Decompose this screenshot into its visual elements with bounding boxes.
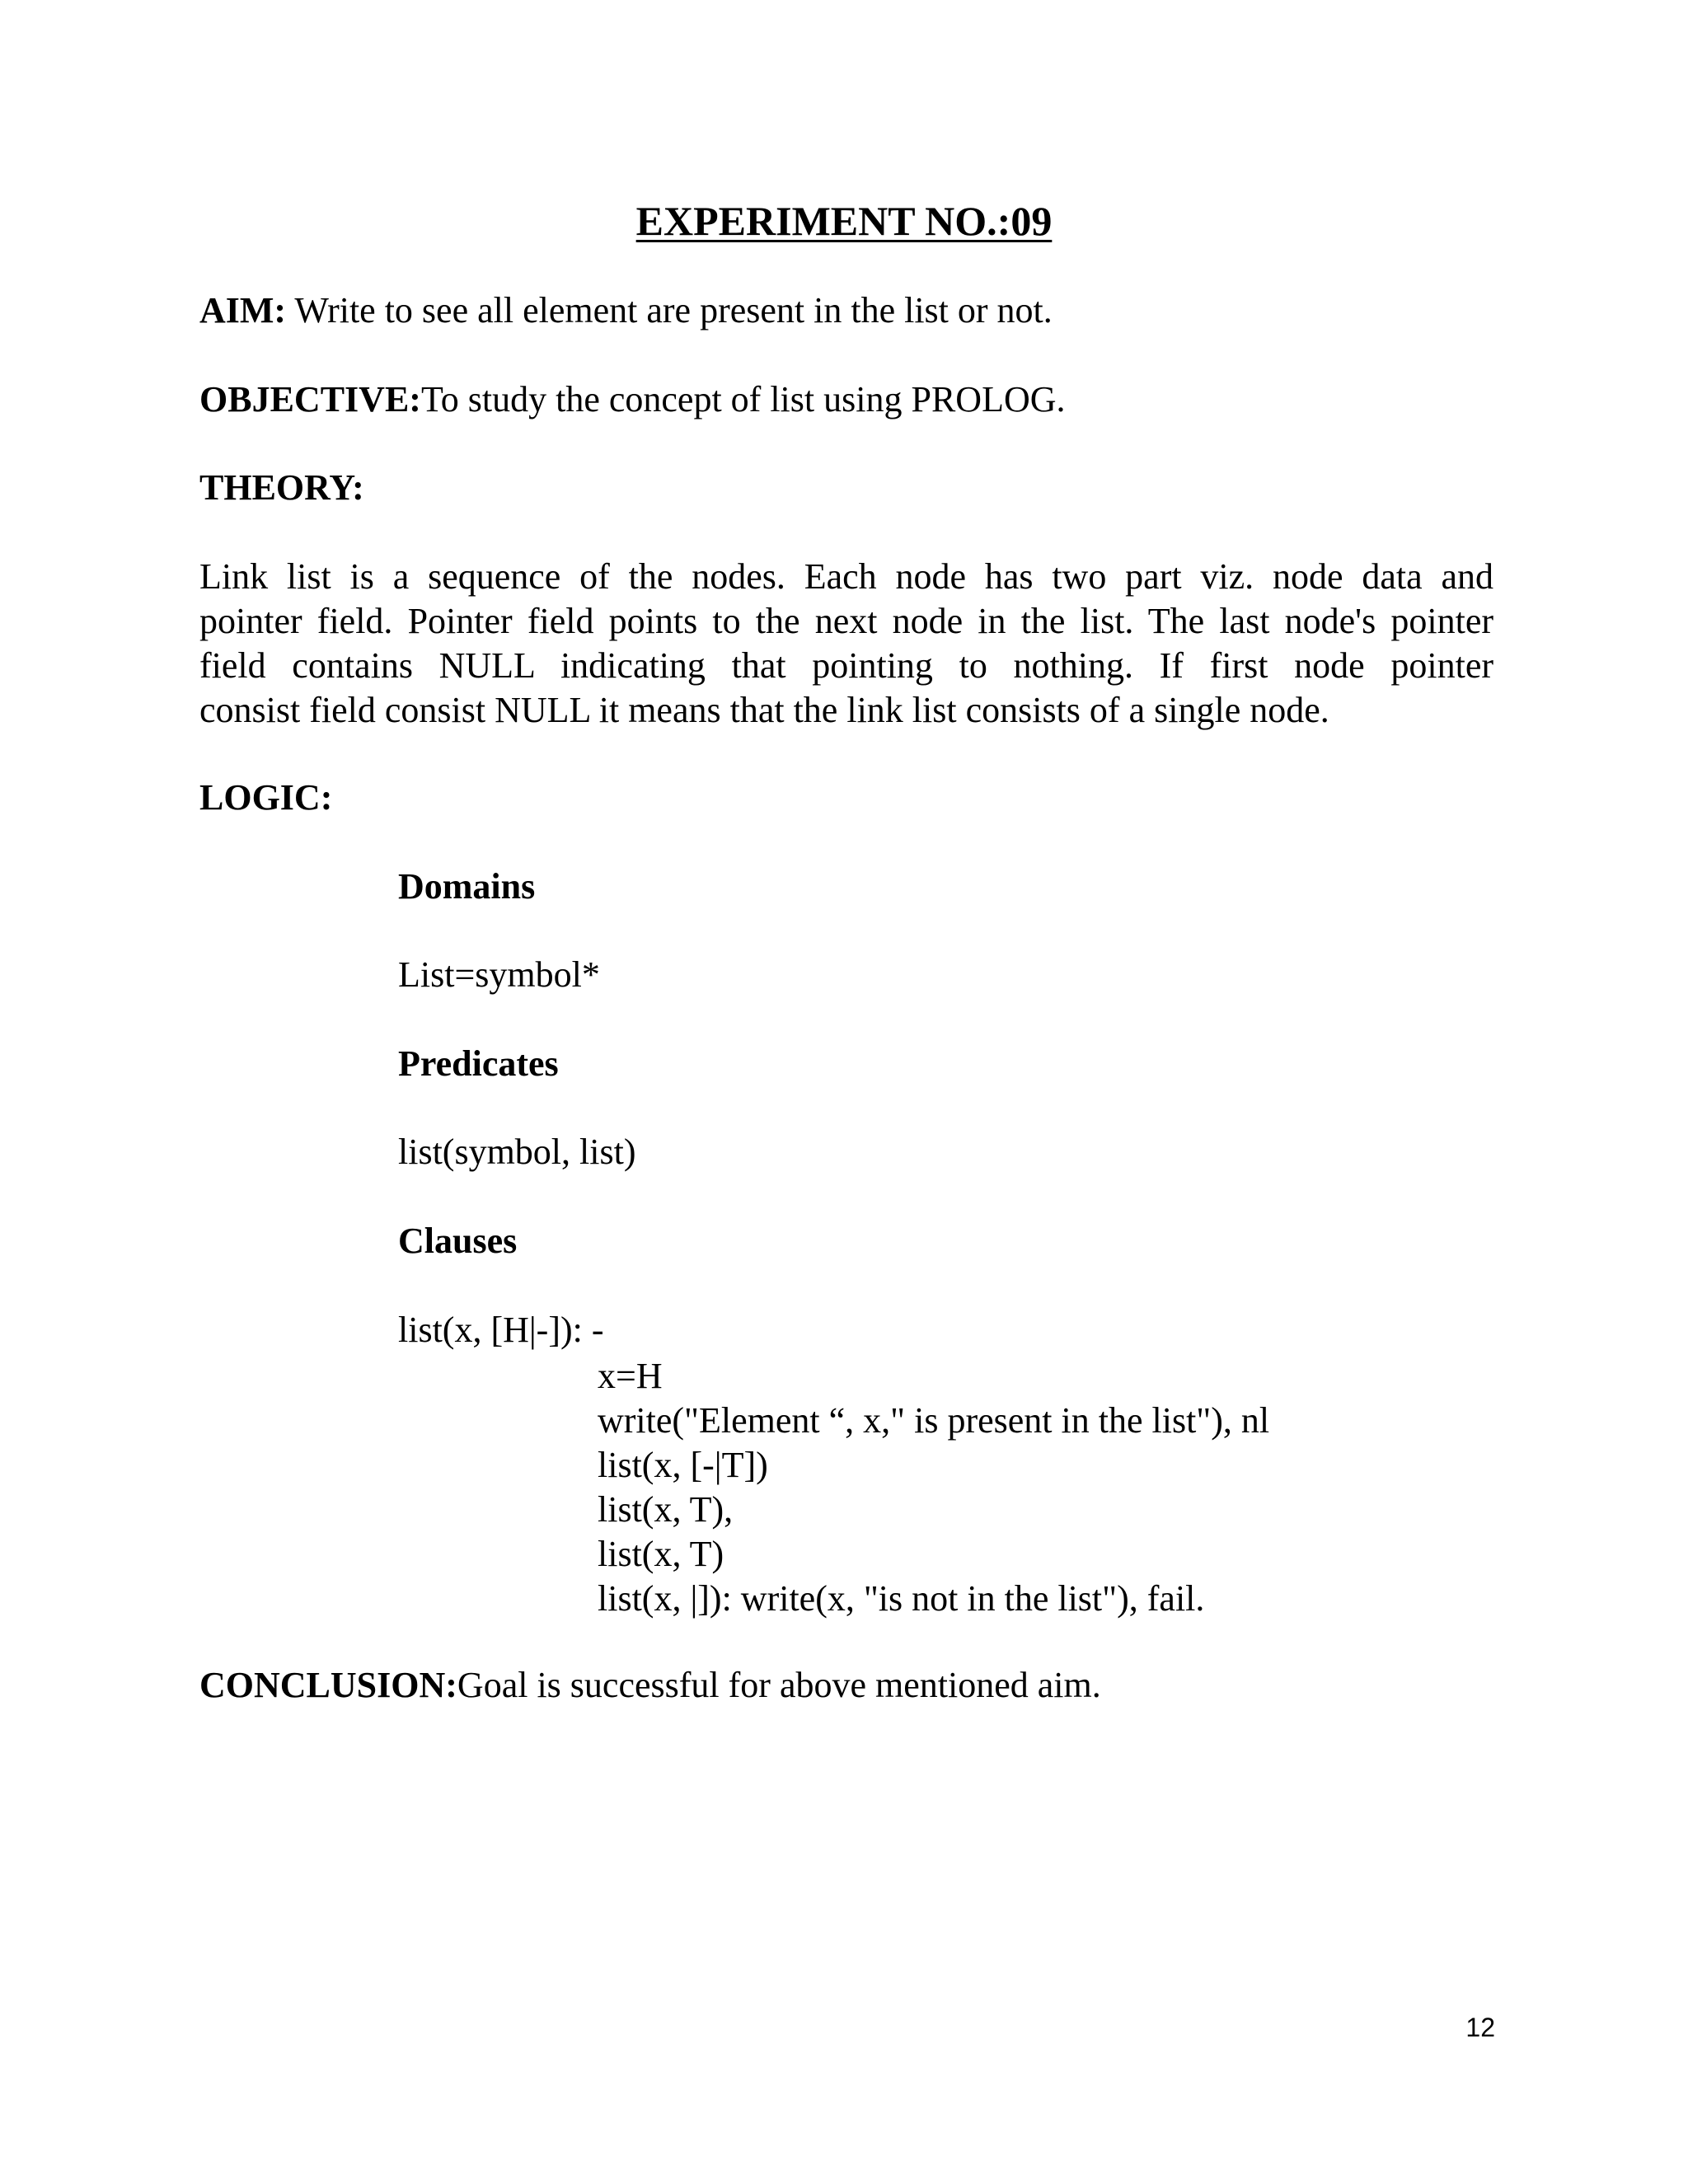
conclusion-label: CONCLUSION: xyxy=(199,1665,457,1705)
clause-body xyxy=(598,1354,1269,1621)
predicates-text: list(symbol, list) xyxy=(398,1132,636,1172)
clause-line: list(x, T) xyxy=(598,1534,724,1574)
aim-label: AIM: xyxy=(199,290,287,330)
conclusion-text: Goal is successful for above mentioned aim. xyxy=(457,1665,1101,1705)
clause-line: list(x, [-|T]) xyxy=(598,1445,768,1485)
clause-line: x=H xyxy=(598,1356,663,1396)
theory-line: consist field consist NULL it means that the link list consists of a single node. xyxy=(199,690,1329,730)
clause-line: list(x, T), xyxy=(598,1489,734,1530)
domains-text: List=symbol* xyxy=(398,954,600,995)
clause-line: list(x, |]): write(x, "is not in the list"), fail. xyxy=(598,1578,1205,1619)
objective-text: To study the concept of list using PROLOG. xyxy=(420,379,1066,419)
theory-line: Link list is a sequence of the nodes. Each node has two part viz. node data and xyxy=(199,556,1493,597)
clause-head: list(x, [H|-]): - xyxy=(398,1310,604,1350)
predicates-heading: Predicates xyxy=(398,1043,559,1084)
clause-line: write("Element “, x," is present in the list"), nl xyxy=(598,1400,1270,1441)
domains-heading: Domains xyxy=(398,866,536,907)
experiment-title: EXPERIMENT NO.:09 xyxy=(635,198,1053,244)
logic-heading: LOGIC: xyxy=(199,777,333,818)
aim-line xyxy=(199,288,1053,333)
theory-heading: THEORY: xyxy=(199,467,364,508)
objective-line xyxy=(199,377,1066,422)
clauses-heading: Clauses xyxy=(398,1221,518,1261)
aim-text: Write to see all element are present in the list or not. xyxy=(294,290,1053,330)
page-number: 12 xyxy=(1465,2013,1495,2042)
theory-line: field contains NULL indicating that pointing to nothing. If first node pointer xyxy=(199,645,1493,686)
theory-paragraph xyxy=(199,555,1493,733)
objective-label: OBJECTIVE: xyxy=(199,379,421,419)
theory-line: pointer field. Pointer field points to the next node in the list. The last node's pointer xyxy=(199,601,1493,641)
conclusion-line xyxy=(199,1663,1101,1708)
